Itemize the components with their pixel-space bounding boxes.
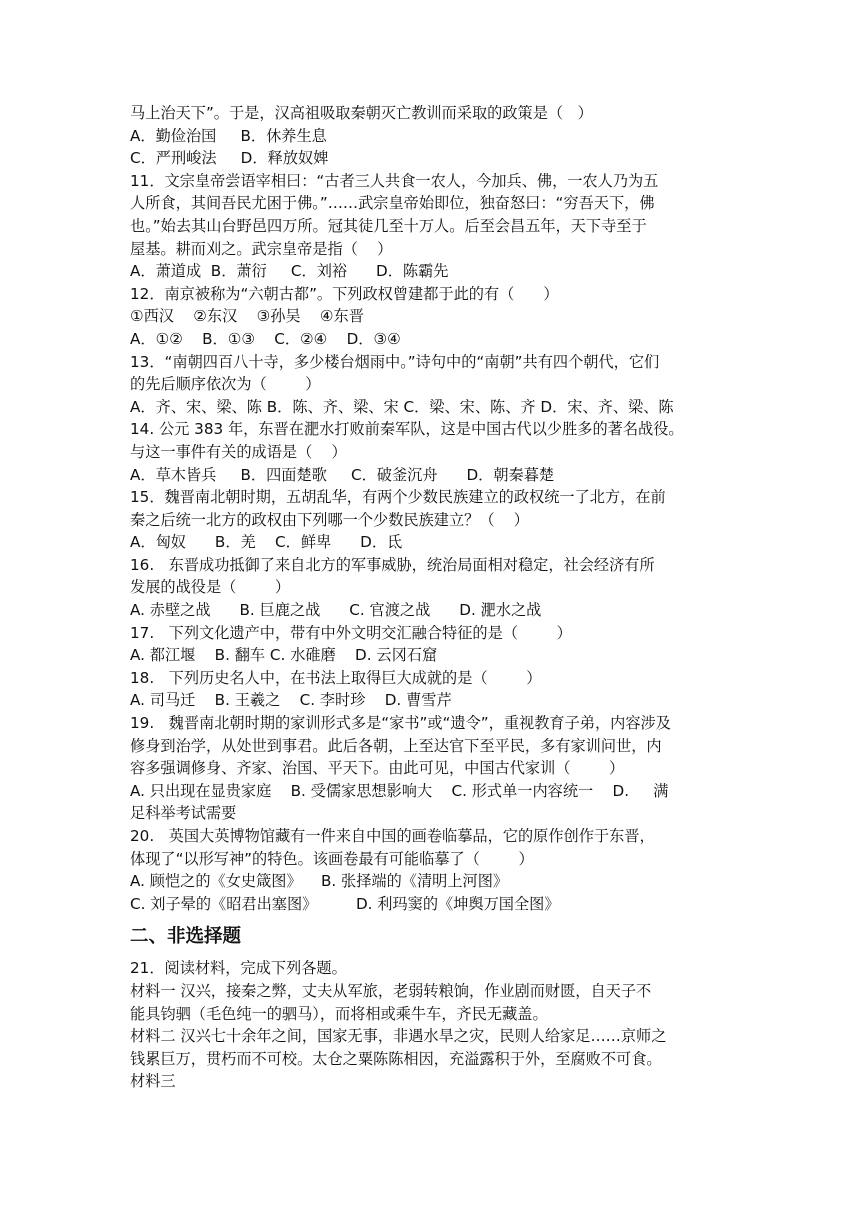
text-line: 11．文宗皇帝尝语宰相曰：“古者三人共食一农人，今加兵、佛，一农人乃为五 bbox=[130, 171, 659, 190]
text-line: A. 司马迁 B. 王羲之 C. 李时珍 D. 曹雪芹 bbox=[130, 691, 452, 710]
text-line: 秦之后统一北方的政权由下列哪一个少数民族建立？（ ） bbox=[130, 510, 529, 529]
text-line: 体现了“以形写神”的特色。该画卷最有可能临摹了（ ） bbox=[130, 849, 534, 868]
text-line: A. 顾恺之的《女史箴图》 B. 张择端的《清明上河图》 bbox=[130, 872, 509, 891]
text-line: 能具钧驷（毛色纯一的驷马），而将相或乘牛车，齐民无藏盖。 bbox=[130, 1004, 548, 1023]
exam-page bbox=[130, 102, 730, 1093]
section-title-non-choice: 二、非选择题 bbox=[130, 926, 242, 948]
text-line: A．①② B．①③ C．②④ D．③④ bbox=[130, 329, 401, 348]
text-line: 12．南京被称为“六朝古都”。下列政权曾建都于此的有（ ） bbox=[130, 284, 559, 303]
text-line: 20. 英国大英博物馆藏有一件来自中国的画卷临摹品，它的原作创作于东晋， bbox=[130, 827, 655, 845]
text-line: 发展的战役是（ ） bbox=[130, 578, 291, 597]
text-line: A．萧道成 B．萧衍 C．刘裕 D．陈霸先 bbox=[130, 262, 449, 281]
text-line: A．草木皆兵 B．四面楚歌 C．破釜沉舟 D．朝秦暮楚 bbox=[130, 465, 555, 484]
text-line: C. 刘子晕的《昭君出塞图》 D. 利玛窦的《坤舆万国全图》 bbox=[130, 894, 560, 913]
text-line: 17. 下列文化遗产中，带有中外文明交汇融合特征的是（ ） bbox=[130, 623, 572, 642]
text-line: 也。”始去其山台野邑四万所。冠其徒几至十万人。后至会昌五年，天下寺至于 bbox=[130, 216, 647, 235]
text-line: 18. 下列历史名人中，在书法上取得巨大成就的是（ ） bbox=[130, 668, 542, 687]
text-line: 19. 魏晋南北朝时期的家训形式多是“家书”或“遗令”，重视教育子弟，内容涉及 bbox=[130, 714, 671, 733]
text-line: 13．“南朝四百八十寺，多少楼台烟雨中。”诗句中的“南朝”共有四个朝代，它们 bbox=[130, 352, 660, 371]
question-block-multiple-choice bbox=[130, 102, 730, 915]
text-line: 15．魏晋南北朝时期，五胡乱华，有两个少数民族建立的政权统一了北方，在前 bbox=[130, 488, 666, 507]
text-line: A．勤俭治国 B．休养生息 bbox=[130, 126, 327, 145]
text-line: 修身到治学，从处世到事君。此后各朝，上至达官下至平民，多有家训问世，内 bbox=[130, 736, 662, 755]
question-block-reading bbox=[130, 957, 730, 1093]
text-line: 21．阅读材料，完成下列各题。 bbox=[130, 959, 347, 978]
text-line: 马上治天下”。于是，汉高祖吸取秦朝灭亡教训而采取的政策是（ ） bbox=[130, 104, 593, 122]
text-line: 14. 公元 383 年，东晋在淝水打败前秦军队，这是中国古代以少胜多的著名战役。 bbox=[130, 420, 684, 439]
text-line: A．齐、宋、梁、陈 B．陈、齐、梁、宋 C．梁、宋、陈、齐 D．宋、齐、梁、陈 bbox=[130, 397, 674, 416]
text-line: A. 都江堰 B. 翻车 C. 水碓磨 D. 云冈石窟 bbox=[130, 646, 438, 665]
text-line: C．严刑峻法 D．释放奴婢 bbox=[130, 149, 329, 168]
text-line: 钱累巨万，贯朽而不可校。太仓之粟陈陈相因，充溢露积于外，至腐败不可食。 bbox=[130, 1049, 662, 1068]
text-line: A. 赤壁之战 B. 巨鹿之战 C. 官渡之战 D. 淝水之战 bbox=[130, 601, 542, 620]
text-line: 材料三 bbox=[130, 1072, 176, 1091]
text-line: 人所食，其间吾民尤困于佛。”……武宗皇帝始即位，独奋怒曰：“穷吾天下，佛 bbox=[130, 194, 655, 213]
text-line: 的先后顺序依次为（ ） bbox=[130, 375, 321, 394]
text-line: ①西汉 ②东汉 ③孙吴 ④东晋 bbox=[130, 307, 364, 326]
text-line: A．匈奴 B．羌 C．鲜卑 D．氐 bbox=[130, 533, 403, 552]
text-line: 材料二 汉兴七十余年之间，国家无事，非遇水旱之灾，民则人给家足……京师之 bbox=[130, 1027, 667, 1046]
text-line: 与这一事件有关的成语是（ ） bbox=[130, 442, 347, 461]
text-line: 16. 东晋成功抵御了来自北方的军事威胁，统治局面相对稳定，社会经济有所 bbox=[130, 555, 655, 574]
text-line: A. 只出现在显贵家庭 B. 受儒家思想影响大 C. 形式单一内容统一 D. 满 bbox=[130, 781, 669, 800]
text-line: 容多强调修身、齐家、治国、平天下。由此可见，中国古代家训（ ） bbox=[130, 759, 625, 778]
text-line: 足科举考试需要 bbox=[130, 804, 237, 823]
text-line: 屋基。耕而刈之。武宗皇帝是指（ ） bbox=[130, 239, 393, 258]
text-line: 材料一 汉兴，接秦之弊，丈夫从军旅，老弱转粮饷，作业剧而财匮，自天子不 bbox=[130, 981, 652, 1000]
